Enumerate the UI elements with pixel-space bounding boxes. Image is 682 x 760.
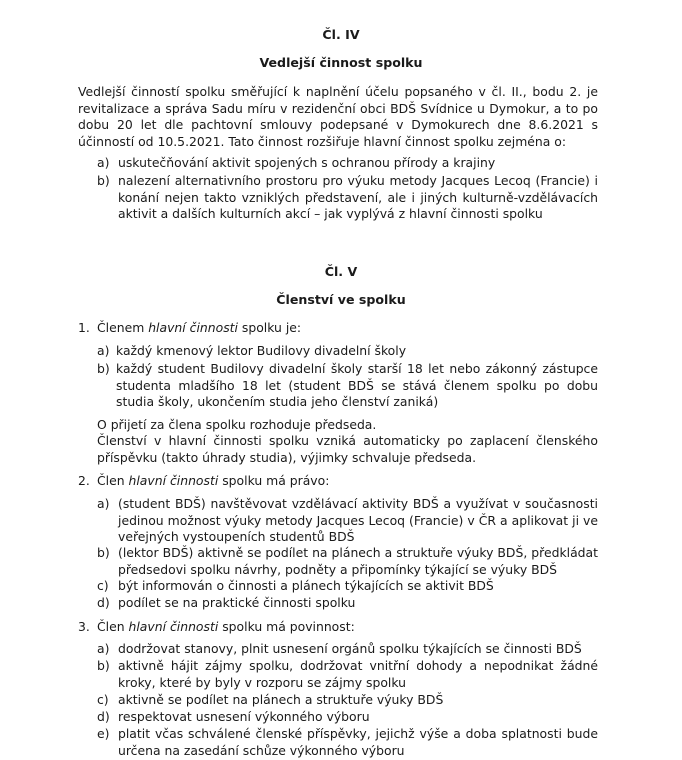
list-item-text: být informován o činnosti a plánech týkajících se aktivit BDŠ [118, 578, 494, 593]
point-number: 3. [78, 619, 90, 634]
point-heading: Člen hlavní činnosti spolku má povinnost: [97, 619, 355, 634]
point-heading: Členem hlavní činnosti spolku je: [97, 320, 302, 335]
list-item-label: d) [97, 709, 110, 724]
list-item-label: c) [97, 578, 109, 593]
section-4-title: Vedlejší činnost spolku [259, 55, 423, 70]
section-4-paragraph: Vedlejší činností spolku směřující k naplnění účelu popsaného v čl. II., bodu 2. je revitalizace a správa Sadu míru v rezidenční obci BDŠ Svídnice u Dymokur, a to po dobu 20 let dle pachtovní smlouvy podepsané v Dymokurech dne 8.6.2021 s účinností od 10.5.2021. Tato činnost rozšiřuje hlavní činnost spolku zejména o: [78, 84, 598, 149]
membership-note: Členství v hlavní činnosti spolku vzniká automaticky po zaplacení členského příspěvku (takto úhrady studia), výjimky schvaluje předseda. [97, 433, 598, 465]
list-item-label: b) [97, 173, 110, 188]
list-item-text: podílet se na praktické činnosti spolku [118, 595, 356, 610]
list-item-text: platit včas schválené členské příspěvky, jejichž výše a doba splatnosti bude určena na zasedání schůze výkonného výboru [118, 726, 598, 758]
section-5-title: Členství ve spolku [276, 292, 406, 307]
list-item-text: aktivně hájit zájmy spolku, dodržovat vnitřní dohody a nepodnikat žádné kroky, které by byly v rozporu se zájmy spolku [118, 658, 598, 690]
list-item-text: každý student Budilovy divadelní školy starší 18 let nebo zákonný zástupce studenta mladšího 18 let (student BDŠ se stává členem spolku po dobu studia školy, ukončením studia jeho členství zaniká) [116, 361, 598, 410]
point-number: 1. [78, 320, 90, 335]
list-item-text: nalezení alternativního prostoru pro výuku metody Jacques Lecoq (Francie) i konání nejen takto vzniklých představení, ale i jiných kulturně-vzdělávacích aktivit a dalších kulturních akcí – jak vyplývá z hlavní činnosti spolku [118, 173, 598, 222]
list-item-label: b) [97, 361, 110, 376]
emphasis: hlavní činnosti [128, 619, 219, 634]
list-item-text: dodržovat stanovy, plnit usnesení orgánů spolku týkajících se činnosti BDŠ [118, 641, 582, 656]
list-item-text: (lektor BDŠ) aktivně se podílet na plánech a struktuře výuky BDŠ, předkládat předsedovi spolku návrhy, podněty a připomínky týkající se výuky BDŠ [118, 545, 598, 577]
list-item-label: a) [97, 343, 110, 358]
list-item-text: (student BDŠ) navštěvovat vzdělávací aktivity BDŠ a využívat v současnosti jedinou možnost výuky metody Jacques Lecoq (Francie) v ČR a aplikovat ji ve veřejných vystoupeních studentů BDŠ [118, 496, 598, 545]
point-heading: Člen hlavní činnosti spolku má právo: [97, 473, 330, 488]
list-item-text: každý kmenový lektor Budilovy divadelní školy [116, 343, 407, 358]
list-item-label: d) [97, 595, 110, 610]
list-item-label: b) [97, 545, 110, 560]
list-item-label: c) [97, 692, 109, 707]
list-item-text: uskutečňování aktivit spojených s ochranou přírody a krajiny [118, 155, 496, 170]
emphasis: hlavní činnosti [148, 320, 238, 335]
list-item-label: a) [97, 155, 110, 170]
list-item-label: a) [97, 496, 110, 511]
list-item-label: b) [97, 658, 110, 673]
section-4-number: Čl. IV [322, 27, 360, 42]
list-item-text: respektovat usnesení výkonného výboru [118, 709, 370, 724]
list-item-text: aktivně se podílet na plánech a struktuře výuky BDŠ [118, 692, 444, 707]
point-number: 2. [78, 473, 90, 488]
list-item-label: a) [97, 641, 110, 656]
section-5-number: Čl. V [324, 264, 358, 279]
list-item-label: e) [97, 726, 110, 741]
emphasis: hlavní činnosti [128, 473, 219, 488]
membership-note: O přijetí za člena spolku rozhoduje předseda. [97, 417, 377, 432]
